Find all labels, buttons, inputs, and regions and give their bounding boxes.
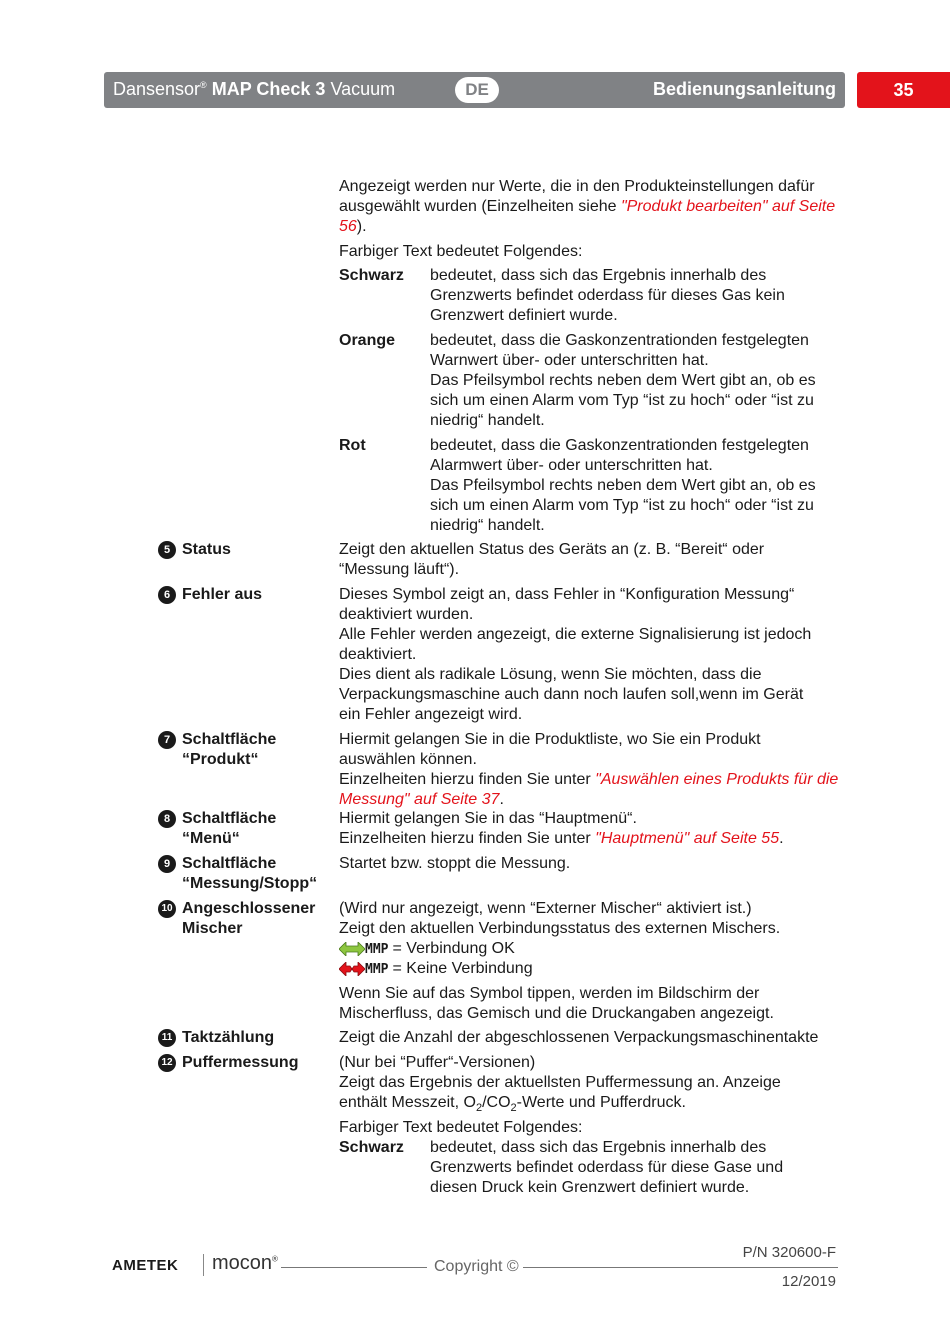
intro-line-2: ausgewählt wurden (Einzelheiten siehe "Produkt bearbeiten" auf Seite — [339, 198, 836, 215]
item-10-line-1: (Wird nur angezeigt, wenn “Externer Mischer“ aktiviert ist.) — [339, 900, 752, 917]
term-orange: Orange — [339, 332, 396, 349]
number-badge-11: 11 — [158, 1029, 176, 1047]
def-schwarz-puffer: bedeutet, dass sich das Ergebnis innerhalb des Grenzwerts befindet oderdass für diese Gase und diesen Druck kein Grenzwert definiert wurde. — [430, 1139, 784, 1196]
item-9-desc: Startet bzw. stoppt die Messung. — [339, 855, 571, 872]
link-hauptmenue[interactable]: "Hauptmenü" auf Seite 55 — [595, 830, 780, 847]
term-schwarz-puffer: Schwarz — [339, 1139, 404, 1156]
revision-date: 12/2019 — [781, 1273, 836, 1290]
mmp-label: MMP — [365, 942, 389, 957]
link-auswaehlen-produkt[interactable]: "Auswählen eines Produkts für die — [595, 771, 839, 788]
page-number: 35 — [857, 72, 950, 108]
link-seite-56[interactable]: 56 — [339, 218, 357, 235]
number-badge-7: 7 — [158, 731, 176, 749]
footer-rule-left — [281, 1267, 427, 1268]
link-produkt-bearbeiten[interactable]: "Produkt bearbeiten" auf Seite — [620, 198, 836, 215]
number-badge-5: 5 — [158, 541, 176, 559]
number-badge-10: 10 — [158, 900, 176, 918]
intro-line-3: 56). — [339, 218, 367, 235]
def-orange: bedeutet, dass die Gaskonzentrationden festgelegten Warnwert über- oder unterschritten hat. Das Pfeilsymbol rechts neben dem Wert gibt an, ob es sich um einen Alarm vom Typ “ist zu hoch“ oder “ist zu niedrig“ handelt. — [430, 332, 816, 429]
manual-title: Bedienungsanleitung — [652, 79, 836, 99]
link-seite-37[interactable]: Messung" auf Seite 37 — [339, 791, 500, 808]
number-badge-12: 12 — [158, 1054, 176, 1072]
colored-text-intro: Farbiger Text bedeutet Folgendes: — [339, 243, 583, 260]
item-5-desc: Zeigt den aktuellen Status des Geräts an (z. B. “Bereit“ oder “Messung läuft“). — [339, 541, 765, 578]
header-bar — [104, 72, 845, 108]
product-title: Dansensor® MAP Check 3 Vacuum — [113, 79, 396, 99]
item-10-desc-tap: Wenn Sie auf das Symbol tippen, werden im Bildschirm der Mischerfluss, das Gemisch und die Druckangaben angezeigt. — [339, 985, 774, 1022]
language-badge: DE — [455, 77, 499, 103]
item-11-desc: Zeigt die Anzahl der abgeschlossenen Verpackungsmaschinentakte — [339, 1029, 819, 1046]
mixer-connected-row: MMP = Verbindung OK — [339, 939, 515, 960]
def-rot: bedeutet, dass die Gaskonzentrationden festgelegten Alarmwert über- oder unterschritten hat. Das Pfeilsymbol rechts neben dem Wert gibt an, ob es sich um einen Alarm vom Typ “ist zu hoch“ oder “ist zu niedrig“ handelt. — [430, 437, 816, 534]
mocon-logo: mocon® — [212, 1252, 278, 1274]
intro-line-1: Angezeigt werden nur Werte, die in den Produkteinstellungen dafür — [339, 178, 815, 195]
mmp-label-2: MMP — [365, 962, 389, 977]
mixer-disconnected-row: MMP = Keine Verbindung — [339, 959, 533, 980]
item-8-desc: Hiermit gelangen Sie in das “Hauptmenü“. Einzelheiten hierzu finden Sie unter "Hauptmenü" auf Seite 55. — [339, 810, 784, 847]
term-schwarz: Schwarz — [339, 267, 404, 284]
item-7-desc: Hiermit gelangen Sie in die Produktliste, wo Sie ein Produkt auswählen können. Einzelheiten hierzu finden Sie unter "Auswählen eines Produkts für die Messung" auf Seite 37. — [339, 731, 839, 808]
part-number: P/N 320600-F — [742, 1244, 836, 1261]
logo-divider — [203, 1254, 204, 1276]
number-badge-8: 8 — [158, 810, 176, 828]
number-badge-9: 9 — [158, 855, 176, 873]
ametek-logo: AMETEK — [112, 1257, 179, 1274]
item-12-desc: (Nur bei “Puffer“-Versionen) Zeigt das Ergebnis der aktuellsten Puffermessung an. Anzeige enthält Messzeit, $O_2/CO_2$-Werte und Pufferdruck. Farbiger Text bedeutet Folgendes: — [339, 1054, 781, 1137]
item-6-desc: Dieses Symbol zeigt an, dass Fehler in “Konfiguration Messung“ deaktiviert wurden. Alle Fehler werden angezeigt, die externe Signalisierung ist jedoch deaktiviert. Dies dient als radikale Lösung, wenn Sie möchten, dass die Verpackungsmaschine auch dann noch laufen soll,wenn im Gerät ein Fehler angezeigt wird. — [339, 586, 812, 723]
def-schwarz: bedeutet, dass sich das Ergebnis innerhalb des Grenzwerts befindet oderdass für dieses Gas kein Grenzwert definiert wurde. — [430, 267, 785, 324]
double-arrow-red-icon — [339, 962, 365, 976]
footer-rule-right — [523, 1267, 838, 1268]
term-rot: Rot — [339, 437, 366, 454]
copyright: Copyright © — [434, 1258, 519, 1275]
double-arrow-green-icon — [339, 942, 365, 956]
item-10-line-2: Zeigt den aktuellen Verbindungsstatus des externen Mischers. — [339, 920, 781, 937]
number-badge-6: 6 — [158, 586, 176, 604]
